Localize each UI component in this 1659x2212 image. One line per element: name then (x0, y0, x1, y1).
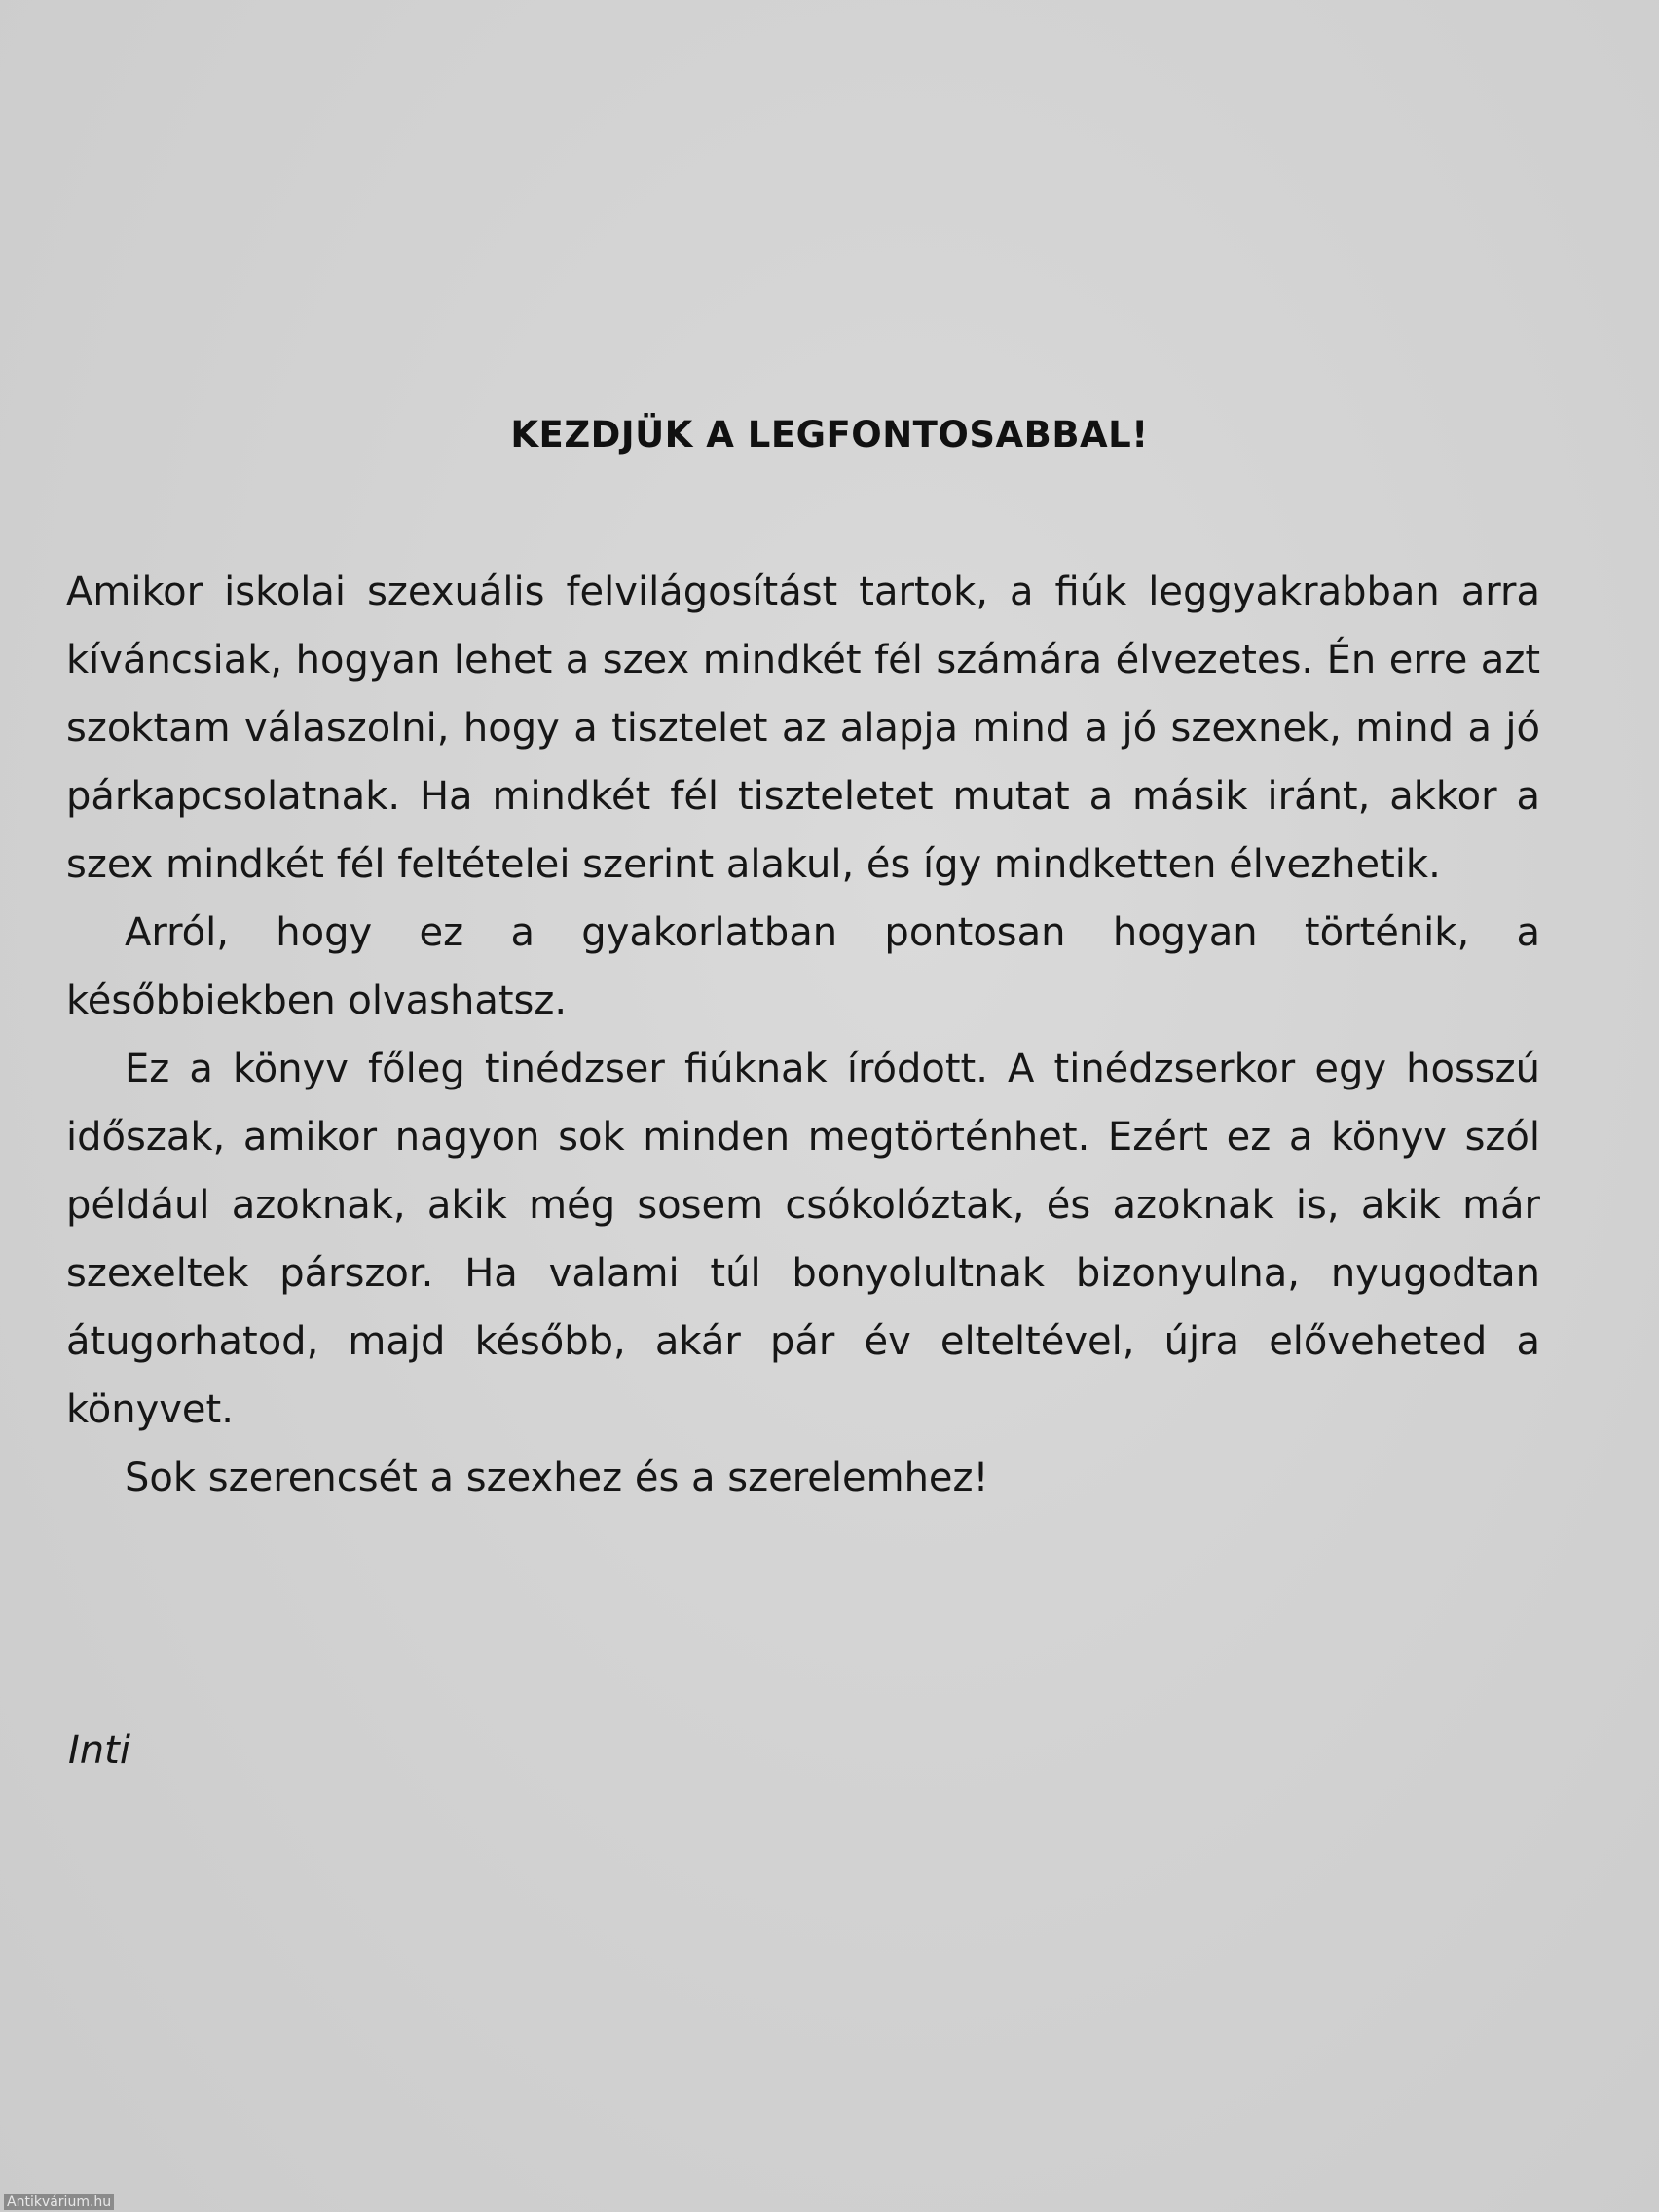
body-text (66, 558, 1540, 1512)
page-title: KEZDJÜK A LEGFONTOSABBAL! (510, 414, 1149, 456)
signature: Inti (68, 1728, 130, 1773)
paragraph: Ez a könyv főleg tinédzser fiúknak íródott. A tinédzserkor egy hosszú időszak, amikor nagyon sok minden megtörténhet. Ezért ez a könyv szól például azoknak, akik még sosem csókolóztak, és azoknak is, akik már szexeltek párszor. Ha valami túl bonyolultnak bizonyulna, nyugodtan átugorhatod, majd később, akár pár év elteltével, újra előveheted a könyvet. (66, 1047, 1540, 1432)
paragraph: Arról, hogy ez a gyakorlatban pontosan hogyan történik, a későbbiekben olvashatsz. (66, 910, 1540, 1023)
paragraph: Sok szerencsét a szexhez és a szerelemhez! (125, 1456, 989, 1500)
paragraph: Amikor iskolai szexuális felvilágosítást tartok, a fiúk leggyakrabban arra kíváncsiak, hogyan lehet a szex mindkét fél számára élvezetes. Én erre azt szoktam válaszolni, hogy a tisztelet az alapja mind a jó szexnek, mind a jó párkapcsolatnak. Ha mindkét fél tiszteletet mutat a másik iránt, akkor a szex mindkét fél feltételei szerint alakul, és így mindketten élvezhetik. (66, 570, 1540, 887)
watermark: Antikvárium.hu (4, 2194, 114, 2210)
